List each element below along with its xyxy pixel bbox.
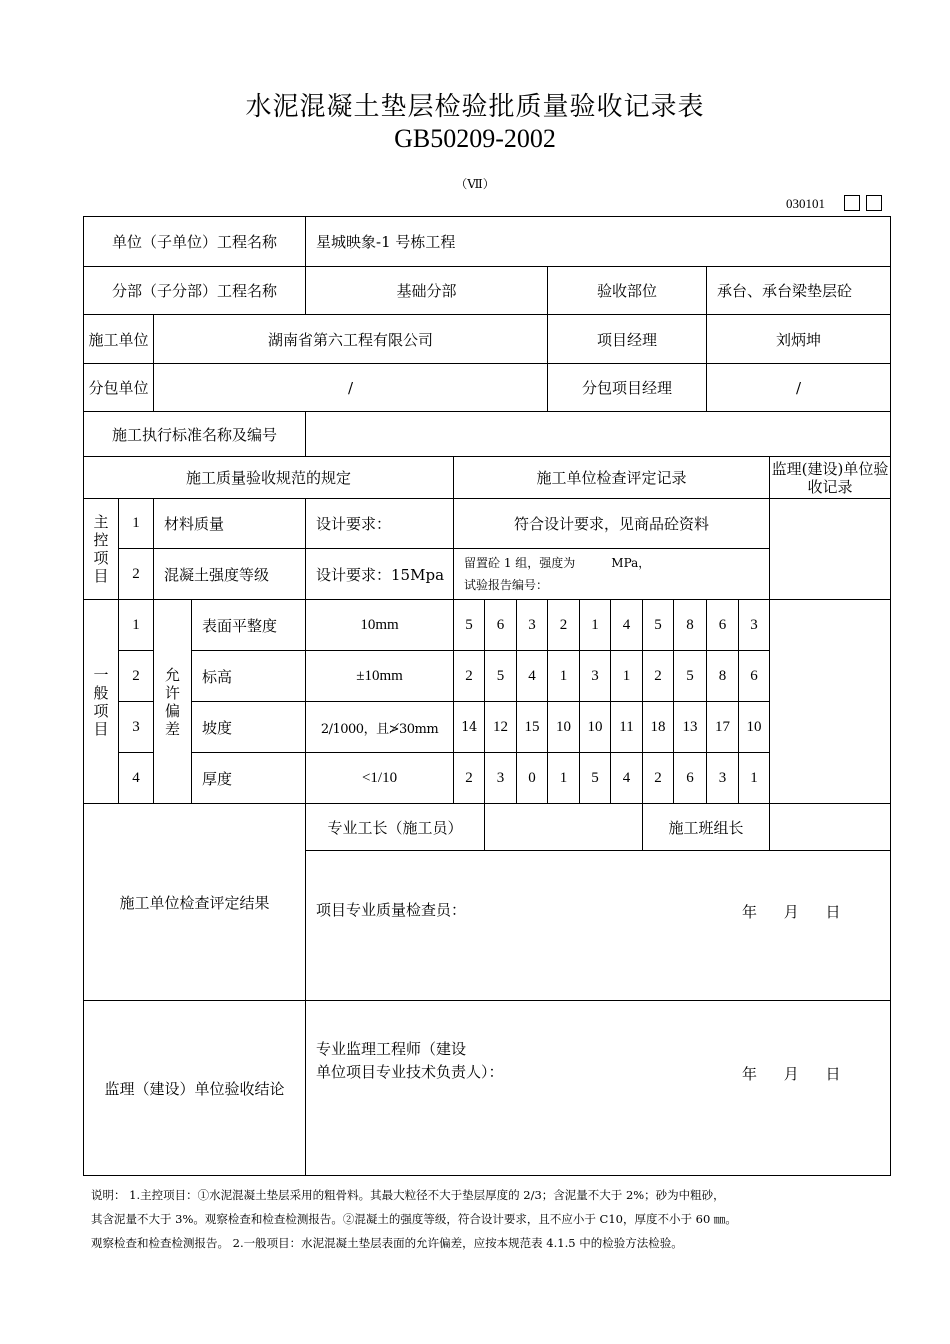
- standard-code: GB50209-2002: [394, 124, 556, 153]
- engineer-line-2: 单位项目专业技术负责人）：: [316, 1063, 504, 1081]
- general-row-no: 1: [119, 600, 154, 651]
- main-row-no: 2: [119, 549, 154, 600]
- check-result-area[interactable]: [306, 851, 891, 1001]
- general-row-tolerance: 2/1000，且≯30mm: [306, 702, 454, 753]
- general-row-no: 2: [119, 651, 154, 702]
- measurement[interactable]: 1: [580, 600, 611, 651]
- team-leader-signature[interactable]: [770, 804, 891, 851]
- foreman-signature[interactable]: [485, 804, 643, 851]
- measurement[interactable]: 2: [454, 651, 485, 702]
- general-row-no: 3: [119, 702, 154, 753]
- conclusion-label: 监理（建设）单位验收结论: [84, 1001, 306, 1176]
- general-row-no: 4: [119, 753, 154, 804]
- result-date: 年 月 日: [742, 902, 841, 921]
- measurement[interactable]: 5: [643, 600, 674, 651]
- general-supervisor-cell[interactable]: [770, 600, 891, 804]
- general-row-tolerance: ±10mm: [306, 651, 454, 702]
- measurement[interactable]: 14: [454, 702, 485, 753]
- measurement[interactable]: 5: [674, 651, 707, 702]
- measurement[interactable]: 0: [517, 753, 548, 804]
- measurement[interactable]: 10: [739, 702, 770, 753]
- measurement[interactable]: 4: [611, 753, 643, 804]
- general-row-tolerance: <1/10: [306, 753, 454, 804]
- measurement[interactable]: 6: [674, 753, 707, 804]
- measurement[interactable]: 5: [454, 600, 485, 651]
- note-line: 观察检查和检查检测报告。 2.一般项目：水泥混凝土垫层表面的允许偏差，应按本规范表 4.1.5 中的检验方法检验。: [91, 1236, 683, 1250]
- code-box-2[interactable]: [866, 195, 882, 211]
- measurement[interactable]: 4: [517, 651, 548, 702]
- supervising-engineer-label: [316, 1038, 504, 1084]
- team-leader-label: 施工班组长: [643, 804, 770, 851]
- inspection-table: [83, 216, 891, 1176]
- measurement[interactable]: 3: [485, 753, 517, 804]
- sub-project-manager-label: 分包项目经理: [548, 364, 707, 412]
- measurement[interactable]: 3: [707, 753, 739, 804]
- engineer-line-1: 专业监理工程师（建设: [316, 1040, 467, 1058]
- main-row-no: 1: [119, 499, 154, 549]
- main-row-requirement: 设计要求：15Mpa: [306, 549, 454, 600]
- check-result-label: 施工单位检查评定结果: [84, 804, 306, 1001]
- measurement[interactable]: 5: [580, 753, 611, 804]
- measurement[interactable]: 3: [739, 600, 770, 651]
- measurement[interactable]: 12: [485, 702, 517, 753]
- general-row-item: 厚度: [192, 753, 306, 804]
- main-row-item: 混凝土强度等级: [154, 549, 306, 600]
- main-row-record[interactable]: 符合设计要求，见商品砼资料: [454, 499, 770, 549]
- measurement[interactable]: 2: [643, 651, 674, 702]
- subcontractor-value[interactable]: /: [154, 364, 548, 412]
- measurement[interactable]: 10: [580, 702, 611, 753]
- sub-project-value[interactable]: 基础分部: [306, 267, 548, 315]
- main-items-label: 主控项目: [84, 499, 119, 600]
- measurement[interactable]: 18: [643, 702, 674, 753]
- form-code: 030101: [786, 196, 825, 211]
- notes: [91, 1183, 891, 1255]
- measurement[interactable]: 17: [707, 702, 739, 753]
- general-items-label: 一般项目: [84, 600, 119, 804]
- project-manager-value[interactable]: 刘炳坤: [707, 315, 891, 364]
- inspector-label: 项目专业质量检查员：: [316, 900, 467, 919]
- contractor-label: 施工单位: [84, 315, 154, 364]
- general-row-tolerance: 10mm: [306, 600, 454, 651]
- strength-record-line: 留置砼 1 组，强度为 MPa，: [464, 556, 651, 570]
- page-title: 水泥混凝土垫层检验批质量验收记录表: [245, 92, 705, 122]
- contractor-value[interactable]: 湖南省第六工程有限公司: [154, 315, 548, 364]
- part-number: （Ⅶ）: [455, 177, 495, 191]
- code-box-1[interactable]: [844, 195, 860, 211]
- measurement[interactable]: 8: [707, 651, 739, 702]
- measurement[interactable]: 8: [674, 600, 707, 651]
- acceptance-part-label: 验收部位: [548, 267, 707, 315]
- unit-project-value[interactable]: 星城映象-1 号栋工程: [306, 217, 891, 267]
- main-row-requirement: 设计要求：: [306, 499, 454, 549]
- measurement[interactable]: 3: [517, 600, 548, 651]
- measurement[interactable]: 6: [707, 600, 739, 651]
- measurement[interactable]: 15: [517, 702, 548, 753]
- supervisor-record-header: 监理(建设)单位验收记录: [770, 457, 891, 499]
- general-row-item: 表面平整度: [192, 600, 306, 651]
- measurement[interactable]: 6: [739, 651, 770, 702]
- spec-rules-header: 施工质量验收规范的规定: [84, 457, 454, 499]
- measurement[interactable]: 6: [485, 600, 517, 651]
- measurement[interactable]: 2: [643, 753, 674, 804]
- measurement[interactable]: 1: [548, 753, 580, 804]
- acceptance-part-value[interactable]: 承台、承台梁垫层砼: [707, 267, 891, 315]
- report-number-line: 试验报告编号：: [464, 578, 549, 592]
- main-row-item: 材料质量: [154, 499, 306, 549]
- sub-project-manager-value[interactable]: /: [707, 364, 891, 412]
- note-line: 说明： 1.主控项目：①水泥混凝土垫层采用的粗骨料。其最大粒径不大于垫层厚度的 2/3；含泥量不大于 2%；砂为中粗砂，: [91, 1188, 725, 1202]
- measurement[interactable]: 4: [611, 600, 643, 651]
- measurement[interactable]: 1: [548, 651, 580, 702]
- allowed-deviation-label: 允许偏差: [154, 600, 192, 804]
- subcontractor-label: 分包单位: [84, 364, 154, 412]
- measurement[interactable]: 11: [611, 702, 643, 753]
- standard-value[interactable]: [306, 412, 891, 457]
- conclusion-area[interactable]: [306, 1001, 891, 1176]
- measurement[interactable]: 1: [611, 651, 643, 702]
- measurement[interactable]: 1: [739, 753, 770, 804]
- note-line: 其含泥量不大于 3%。观察检查和检查检测报告。②混凝土的强度等级，符合设计要求，且不应小于 C10，厚度不小于 60 ㎜。: [91, 1212, 737, 1226]
- unit-project-label: 单位（子单位）工程名称: [84, 217, 306, 267]
- project-manager-label: 项目经理: [548, 315, 707, 364]
- measurement[interactable]: 13: [674, 702, 707, 753]
- measurement[interactable]: 2: [548, 600, 580, 651]
- measurement[interactable]: 5: [485, 651, 517, 702]
- main-supervisor-cell[interactable]: [770, 499, 891, 600]
- measurement[interactable]: 2: [454, 753, 485, 804]
- foreman-label: 专业工长（施工员）: [306, 804, 485, 851]
- sub-project-label: 分部（子分部）工程名称: [84, 267, 306, 315]
- standard-label: 施工执行标准名称及编号: [84, 412, 306, 457]
- general-row-item: 标高: [192, 651, 306, 702]
- main-row-record[interactable]: [454, 549, 770, 600]
- measurement[interactable]: 3: [580, 651, 611, 702]
- check-record-header: 施工单位检查评定记录: [454, 457, 770, 499]
- general-row-item: 坡度: [192, 702, 306, 753]
- conclusion-date: 年 月 日: [742, 1065, 841, 1083]
- measurement[interactable]: 10: [548, 702, 580, 753]
